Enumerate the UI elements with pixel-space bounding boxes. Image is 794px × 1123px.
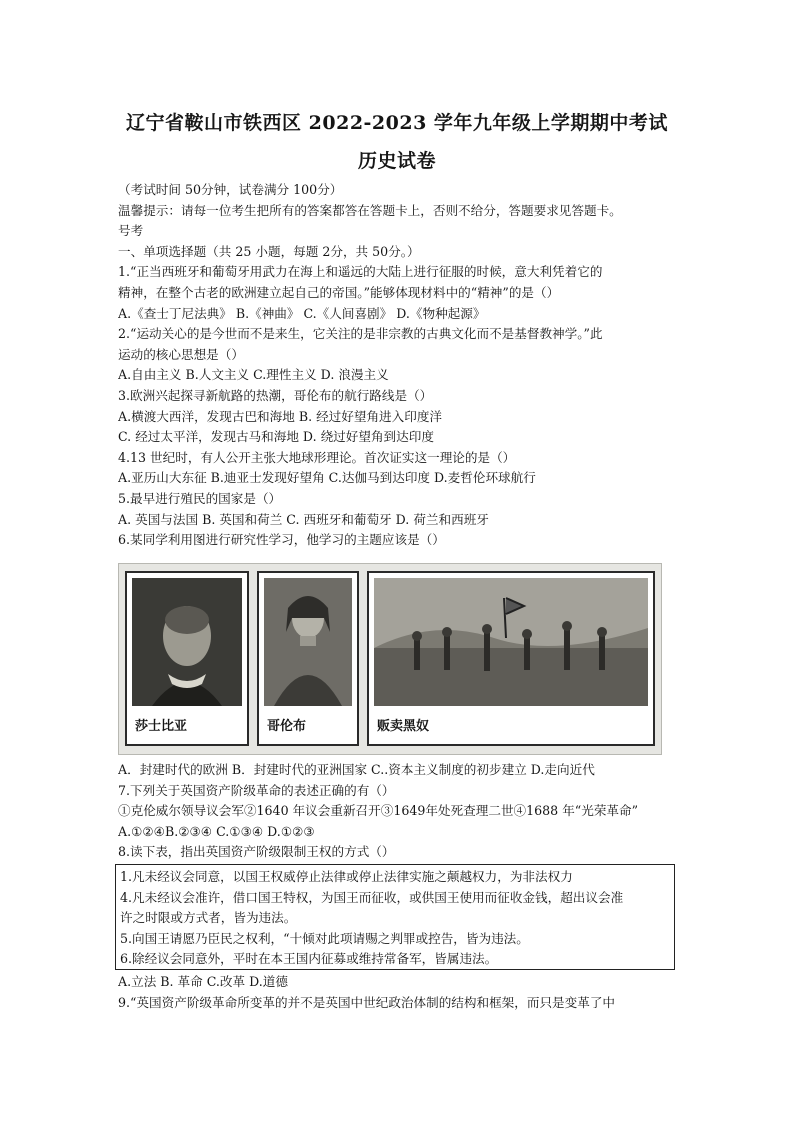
question-line: 5.最早进行殖民的国家是（） — [118, 490, 282, 506]
question-line: 7.下列关于英国资产阶级革命的表述正确的有（） — [118, 782, 395, 798]
question-line: 1.“正当西班牙和葡萄牙用武力在海上和遥远的大陆上进行征服的时候，意大利凭着它的 — [118, 264, 603, 280]
table-row: 1.凡未经议会同意，以国王权威停止法律或停止法律实施之颠越权力，为非法权力 — [120, 869, 573, 884]
table-row: 许之时限或方式者，皆为违法。 — [120, 910, 297, 925]
bill-of-rights-table — [115, 864, 675, 970]
table-row: 6.除经议会同意外，平时在本王国内征募或维持常备军，皆属违法。 — [120, 951, 498, 966]
exam-subject: 历史试卷 — [357, 150, 436, 172]
table-row: 4.凡未经议会准许，借口国王特权，为国王而征收，或供国王使用而征收金钱，超出议会准 — [120, 889, 624, 905]
figure-panel-slave-trade — [367, 571, 655, 746]
option-line: A.自由主义 B.人文主义 C.理性主义 D. 浪漫主义 — [118, 367, 389, 383]
option-line: A.亚历山大东征 B.迪亚士发现好望角 C.达伽马到达印度 D.麦哲伦环球航行 — [118, 470, 536, 486]
question-line: 9.“英国资产阶级革命所变革的并不是英国中世纪政治体制的结构和框架，而只是变革了中 — [118, 994, 616, 1010]
scene-image — [374, 578, 648, 706]
question-line: 精神，在整个古老的欧洲建立起自己的帝国。”能够体现材料中的“精神”的是（） — [118, 284, 560, 300]
question-line: 8.读下表，指出英国资产阶级限制王权的方式（） — [118, 844, 395, 860]
option-line: C. 经过太平洋，发现古马和海地 D. 绕过好望角到达印度 — [118, 429, 434, 445]
section-heading: 一、单项选择题（共 25 小题，每题 2分，共 50分。） — [118, 243, 420, 259]
question-line: 运动的核心思想是（） — [118, 346, 244, 362]
option-line: A. 英国与法国 B. 英国和荷兰 C. 西班牙和葡萄牙 D. 荷兰和西班牙 — [118, 511, 489, 527]
reminder-line: 温馨提示：请每一位考生把所有的答案都答在答题卡上，否则不给分，答题要求见答题卡。 — [118, 202, 622, 218]
option-line: A.①②④B.②③④ C.①③④ D.①②③ — [118, 823, 315, 839]
question6-figure — [118, 563, 662, 755]
caption-slave-trade: 贩卖黑奴 — [377, 719, 430, 734]
exam-title: 辽宁省鞍山市铁西区 2022-2023 学年九年级上学期期中考试 — [126, 112, 668, 134]
questions-7-8 — [118, 760, 683, 863]
portrait-image — [264, 578, 352, 706]
question-line: ①克伦威尔领导议会军②1640 年议会重新召开③1649年处死查理二世④1688 年“光荣革命” — [118, 803, 639, 819]
option-line: A.横渡大西洋，发现古巴和海地 B. 经过好望角进入印度洋 — [118, 408, 443, 424]
option-line: A.立法 B. 革命 C.改革 D.道德 — [118, 974, 288, 989]
question-line: 4.13 世纪时，有人公开主张大地球形理论。首次证实这一理论的是（） — [118, 449, 516, 465]
figure-panel-shakespeare — [125, 571, 249, 746]
reminder-line: 号考 — [118, 223, 144, 239]
question-line: 3.欧洲兴起探寻新航路的热潮，哥伦布的航行路线是（） — [118, 387, 433, 403]
figure-panel-columbus — [257, 571, 359, 746]
option-line: A.《查士丁尼法典》 B.《神曲》 C.《人间喜剧》 D.《物种起源》 — [118, 305, 486, 321]
table-row: 5.向国王请愿乃臣民之权利，“十倾对此项请赐之判罪或控告，皆为违法。 — [120, 930, 529, 946]
question-line: 2.“运动关心的是今世而不是来生，它关注的是非宗教的古典文化而不是基督教神学。”此 — [118, 326, 603, 342]
caption-columbus: 哥伦布 — [267, 719, 307, 734]
portrait-image — [132, 578, 242, 706]
exam-time-note: （考试时间 50分钟，试卷满分 100分） — [118, 182, 343, 197]
question-9 — [118, 972, 683, 1013]
caption-shakespeare: 莎士比亚 — [135, 719, 188, 734]
option-line: A．封建时代的欧洲 B．封建时代的亚洲国家 C..资本主义制度的初步建立 D.走向近代 — [118, 762, 595, 777]
intro-questions — [118, 180, 683, 551]
question-line: 6.某同学利用图进行研究性学习，他学习的主题应该是（） — [118, 532, 445, 548]
